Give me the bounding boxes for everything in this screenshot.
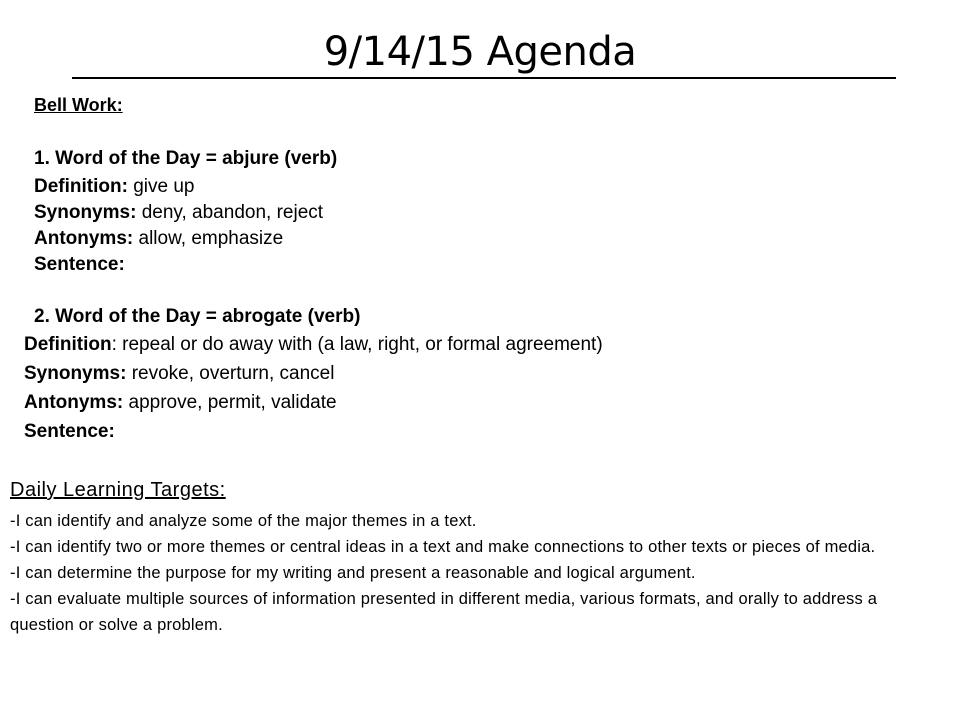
word1-synonyms-label: Synonyms: bbox=[34, 202, 137, 223]
word1-antonyms-label: Antonyms: bbox=[34, 228, 134, 249]
word2-antonyms-label: Antonyms: bbox=[24, 392, 124, 413]
learning-target-item: -I can identify and analyze some of the major themes in a text. bbox=[10, 512, 477, 530]
title-underline bbox=[72, 77, 896, 79]
word1-definition bbox=[34, 174, 194, 200]
word2-definition-text: : repeal or do away with (a law, right, or formal agreement) bbox=[111, 334, 603, 355]
word1-sentence-label: Sentence: bbox=[34, 254, 125, 275]
learning-target-item: -I can evaluate multiple sources of information presented in different media, various formats, and orally to address a question or solve a problem. bbox=[10, 590, 878, 634]
word1-antonyms-text: allow, emphasize bbox=[133, 228, 284, 249]
word1-definition-label: Definition: bbox=[34, 176, 128, 197]
word1-heading: 1. Word of the Day = abjure (verb) bbox=[34, 148, 338, 169]
word2-sentence bbox=[24, 419, 115, 445]
word2-heading: 2. Word of the Day = abrogate (verb) bbox=[34, 306, 361, 327]
word2-synonyms-text: revoke, overturn, cancel bbox=[126, 363, 335, 384]
word1-definition-text: give up bbox=[127, 176, 195, 197]
word2-synonyms bbox=[24, 361, 334, 387]
word2-antonyms bbox=[24, 390, 337, 416]
word2-definition bbox=[24, 332, 603, 358]
learning-target-item: -I can identify two or more themes or central ideas in a text and make connections to other texts or pieces of media. bbox=[10, 538, 876, 556]
bell-work-heading: Bell Work: bbox=[34, 95, 123, 115]
word2-antonyms-text: approve, permit, validate bbox=[123, 392, 337, 413]
word2-definition-label: Definition bbox=[24, 334, 112, 355]
learning-target-item: -I can determine the purpose for my writing and present a reasonable and logical argument. bbox=[10, 564, 696, 582]
word1-sentence bbox=[34, 252, 125, 278]
page-title: 9/14/15 Agenda bbox=[323, 29, 637, 75]
word2-sentence-label: Sentence: bbox=[24, 421, 115, 442]
word1-synonyms-text: deny, abandon, reject bbox=[136, 202, 324, 223]
learning-targets-list bbox=[10, 508, 930, 638]
word1-antonyms bbox=[34, 226, 283, 252]
learning-targets-heading: Daily Learning Targets: bbox=[10, 479, 226, 501]
word2-synonyms-label: Synonyms: bbox=[24, 363, 127, 384]
word1-synonyms bbox=[34, 200, 323, 226]
